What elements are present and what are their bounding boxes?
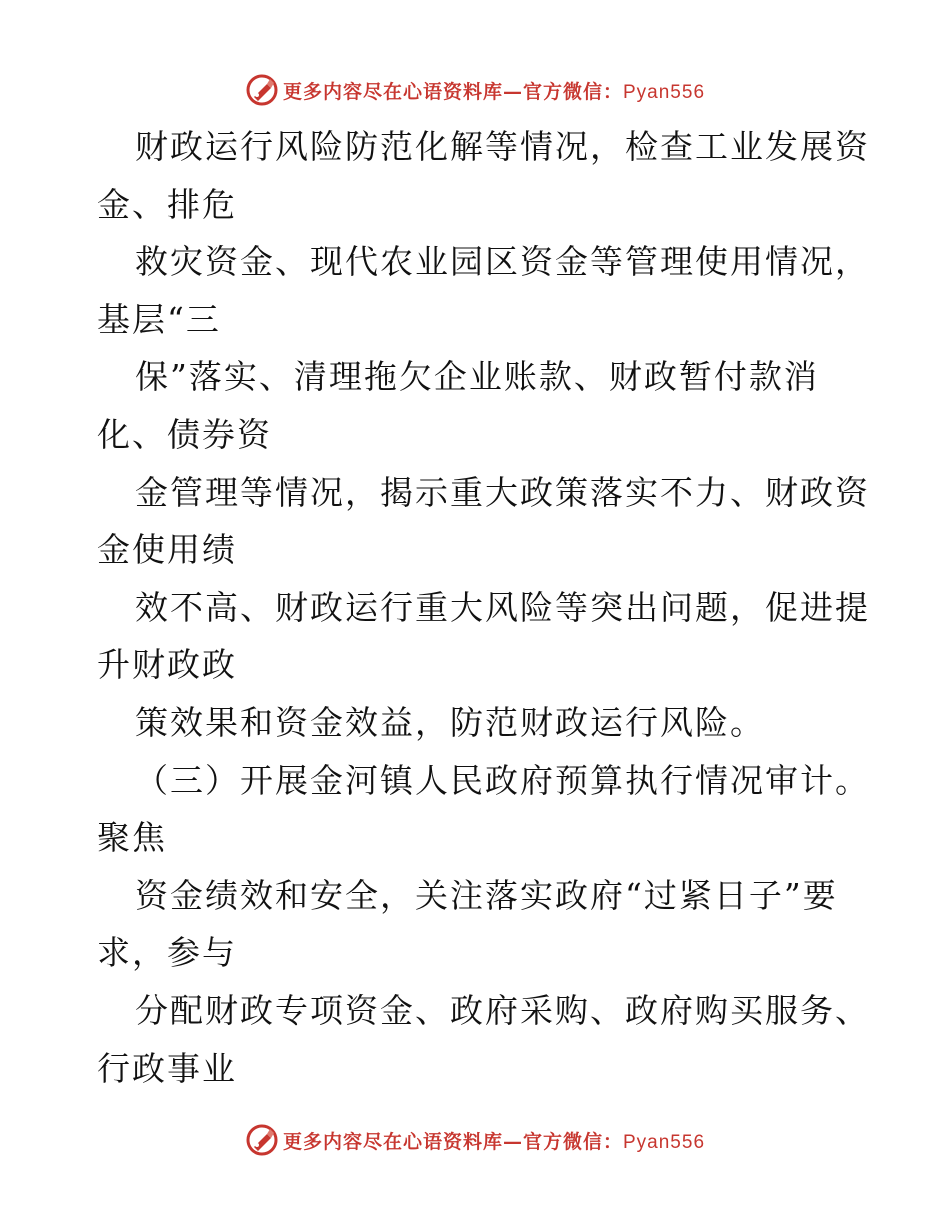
- body-line: 金、排危: [97, 184, 237, 224]
- body-line: 升财政政: [97, 645, 237, 685]
- footer-banner: [0, 1120, 950, 1160]
- header-separator: —: [502, 80, 523, 103]
- body-line: 金使用绩: [97, 530, 237, 570]
- body-line: 保”落实、清理拖欠企业账款、财政暂付款消: [135, 357, 819, 397]
- body-line: 求，参与: [97, 933, 237, 973]
- section-heading-line: （三）开展金河镇人民政府预算执行情况审计。: [135, 760, 870, 800]
- footer-wechat-label: 官方微信：: [522, 1130, 623, 1153]
- header-text: [283, 77, 705, 104]
- body-line: 效不高、财政运行重大风险等突出问题，促进提: [135, 587, 870, 627]
- body-line: 分配财政专项资金、政府采购、政府购买服务、: [135, 990, 870, 1030]
- body-line: 救灾资金、现代农业园区资金等管理使用情况，: [135, 242, 870, 282]
- header-wechat-label: 官方微信：: [522, 80, 623, 103]
- body-line: 资金绩效和安全，关注落实政府“过紧日子”要: [135, 875, 838, 915]
- body-line: 聚焦: [97, 818, 167, 858]
- footer-wechat-id: Pyan556: [623, 1131, 706, 1153]
- pen-logo-icon: [245, 1123, 279, 1157]
- body-line: 财政运行风险防范化解等情况，检查工业发展资: [135, 127, 870, 166]
- footer-site-text: 更多内容尽在心语资料库: [282, 1130, 503, 1153]
- header-banner: [0, 70, 950, 110]
- body-line: 行政事业: [97, 1048, 237, 1088]
- body-line: 策效果和资金效益，防范财政运行风险。: [135, 702, 765, 742]
- body-line: 基层“三: [97, 299, 221, 339]
- document-body: [97, 118, 870, 1097]
- pen-logo-icon: [245, 73, 279, 107]
- footer-text: [283, 1127, 705, 1154]
- body-line: 金管理等情况，揭示重大政策落实不力、财政资: [135, 472, 870, 512]
- body-line: 化、债券资: [97, 414, 272, 454]
- header-wechat-id: Pyan556: [623, 81, 706, 103]
- header-site-text: 更多内容尽在心语资料库: [282, 80, 503, 103]
- footer-separator: —: [502, 1130, 523, 1153]
